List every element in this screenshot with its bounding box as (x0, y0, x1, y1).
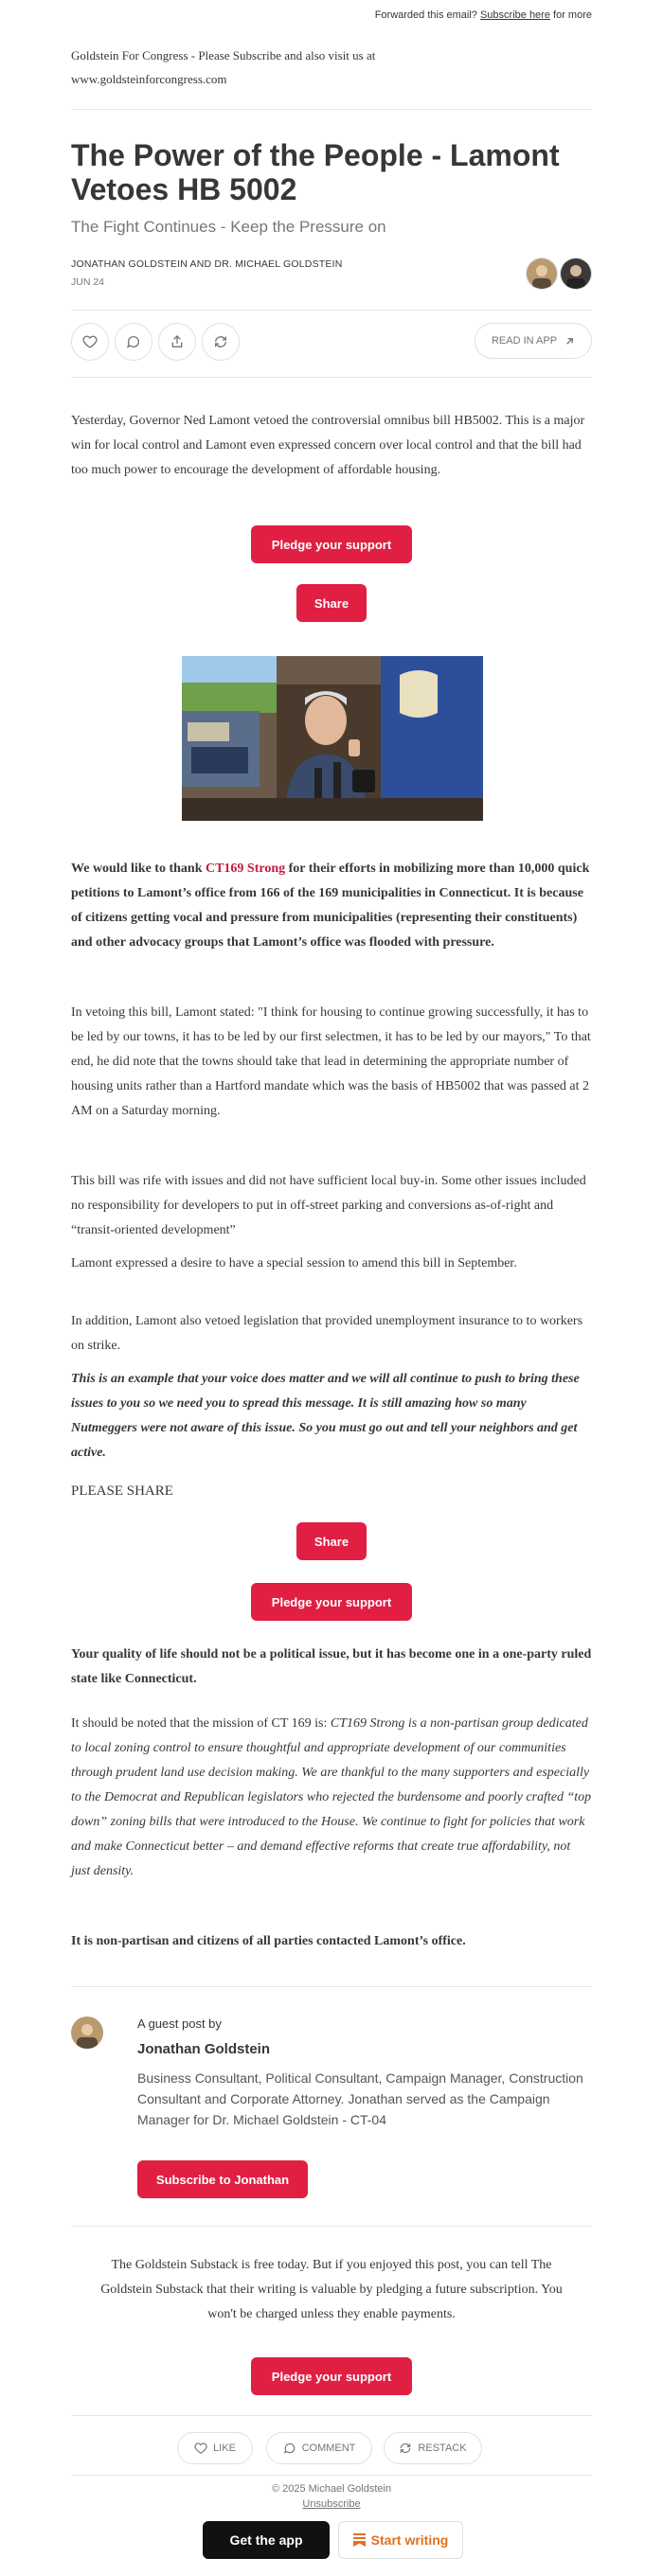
mission-quote: CT169 Strong is a non-partisan group dedicated to local zoning control to ensure thoughtful and appropriate development of our communities through prudent land use decision making. We are thankful to the many supporters and especially to the Democrat and Republican legislators who rejected the burdensome and poorly crafted “top down” zoning bills that were introduced to the House. We continue to fight for policies that work and make Connecticut better – and demand effective reforms that create true affordability, not just density. (71, 1716, 592, 1878)
start-writing-button[interactable] (338, 2521, 463, 2559)
action-bar (71, 323, 592, 361)
restack-icon (399, 2442, 412, 2455)
paragraph: In vetoing this bill, Lamont stated: "I think for housing to continue growing successfully, it has to be led by our towns, it has to be led by our first selectmen, it has to be led by our mayors," To that end, he did note that the towns should take that lead in determining the appropriate number of housing units rather than a Hartford mandate which was the basis of HB5002 that was passed at 2 AM on a Saturday morning. (71, 1005, 591, 1118)
author-bio: Business Consultant, Political Consultant, Campaign Manager, Construction Consultant and Corporate Attorney. Jonathan served as the Campaign Manager for Dr. Michael Goldstein - CT-04 (137, 2070, 583, 2127)
mission-intro: It should be noted that the mission of CT 169 is: (71, 1716, 328, 1731)
ct169-strong-link[interactable]: CT169 Strong (205, 862, 286, 876)
divider (71, 310, 592, 311)
avatar[interactable] (560, 258, 592, 290)
paragraph: Lamont expressed a desire to have a special session to amend this bill in September. (71, 1256, 517, 1270)
paragraph: Yesterday, Governor Ned Lamont vetoed the controversial omnibus bill HB5002. This is a major win for local control and Lamont even expressed concern over local control and that the bill had too much power to encourage the development of affordable housing. (71, 414, 585, 477)
subscribe-here-link[interactable]: Subscribe here (479, 9, 550, 21)
thanks-pre: We would like to thank (71, 862, 203, 876)
free-subscription-notice: The Goldstein Substack is free today. But if you enjoyed this post, you can tell The Goldstein Substack that their writing is valuable by pledging a future subscription. You won't be charged unless they enable payments. (100, 2258, 563, 2321)
substack-logo-icon (353, 2533, 366, 2547)
forwarded-prefix: Forwarded this email? (374, 9, 477, 21)
preheader-line1: Goldstein For Congress - Please Subscribe and also visit us at (71, 48, 376, 62)
read-in-app-button[interactable] (475, 323, 592, 359)
divider (71, 2475, 592, 2476)
pledge-button[interactable]: Pledge your support (251, 525, 412, 563)
comment-icon (283, 2442, 296, 2455)
pledge-button[interactable]: Pledge your support (251, 1583, 412, 1621)
post-subtitle: The Fight Continues - Keep the Pressure on (71, 218, 386, 236)
comment-button[interactable] (115, 323, 152, 361)
heart-icon (82, 334, 98, 349)
comment-icon (126, 334, 141, 349)
author-avatars (526, 258, 592, 290)
share-cta-button[interactable]: Share (296, 584, 367, 622)
post-byline: JONATHAN GOLDSTEIN AND DR. MICHAEL GOLDSTEIN (71, 258, 343, 270)
comment-pill-button[interactable] (266, 2432, 372, 2464)
preheader (71, 44, 592, 91)
get-the-app-button[interactable]: Get the app (203, 2521, 330, 2559)
arrow-up-right-icon (564, 336, 575, 346)
paragraph (71, 1712, 592, 1884)
guest-post-label: A guest post by (137, 2016, 222, 2031)
like-pill-button[interactable] (177, 2432, 253, 2464)
divider (71, 2415, 592, 2416)
please-share-text: PLEASE SHARE (71, 1483, 173, 1499)
paragraph: It is non-partisan and citizens of all parties contacted Lamont’s office. (71, 1934, 466, 1948)
start-writing-label: Start writing (370, 2532, 449, 2548)
share-icon (170, 334, 185, 349)
forwarded-notice (375, 9, 592, 21)
forwarded-suffix: for more (553, 9, 592, 21)
divider (71, 109, 592, 110)
divider (71, 1986, 592, 1987)
subscribe-author-button[interactable]: Subscribe to Jonathan (137, 2160, 308, 2198)
restack-icon (213, 334, 228, 349)
post-title[interactable]: The Power of the People - Lamont Vetoes HB 5002 (71, 138, 560, 206)
author-name[interactable]: Jonathan Goldstein (137, 2041, 271, 2057)
avatar[interactable] (526, 258, 558, 290)
comment-label: COMMENT (301, 2443, 356, 2454)
like-label: LIKE (213, 2443, 236, 2454)
share-button[interactable] (158, 323, 196, 361)
divider (71, 2226, 592, 2227)
share-cta-button[interactable]: Share (296, 1522, 367, 1560)
restack-label: RESTACK (418, 2443, 467, 2454)
pledge-button[interactable]: Pledge your support (251, 2357, 412, 2395)
preheader-line2: www.goldsteinforcongress.com (71, 72, 227, 86)
paragraph: This bill was rife with issues and did not have sufficient local buy-in. Some other issues included no responsibility for developers to put in off-street parking and conversions as-of-right and “transit-oriented development” (71, 1174, 586, 1237)
paragraph: Your quality of life should not be a political issue, but it has become one in a one-party ruled state like Connecticut. (71, 1647, 592, 1686)
avatar[interactable] (71, 2016, 103, 2049)
like-button[interactable] (71, 323, 109, 361)
divider (71, 377, 592, 378)
paragraph (71, 857, 592, 955)
paragraph: In addition, Lamont also vetoed legislation that provided unemployment insurance to to workers on strike. (71, 1314, 583, 1353)
post-date: JUN 24 (71, 276, 105, 288)
paragraph: This is an example that your voice does matter and we will all continue to push to bring these issues to you so we need you to spread this message. It is still amazing how so many Nutmeggers were not aware of this issue. So you must go out and tell your neighbors and get active. (71, 1372, 580, 1460)
copyright: © 2025 Michael Goldstein (271, 2483, 392, 2495)
hero-image[interactable] (182, 656, 483, 821)
unsubscribe-link[interactable]: Unsubscribe (302, 2498, 361, 2510)
thanks-post: for their efforts in mobilizing more than 10,000 quick petitions to Lamont’s office from 166 of the 169 municipalities in Connecticut. It is because of citizens getting vocal and pressure from municipalities (representing their constituents) and other advocacy groups that Lamont’s office was flooded with pressure. (71, 862, 590, 950)
restack-pill-button[interactable] (384, 2432, 482, 2464)
restack-button[interactable] (202, 323, 240, 361)
read-in-app-label: READ IN APP (491, 335, 558, 346)
heart-icon (194, 2442, 207, 2455)
